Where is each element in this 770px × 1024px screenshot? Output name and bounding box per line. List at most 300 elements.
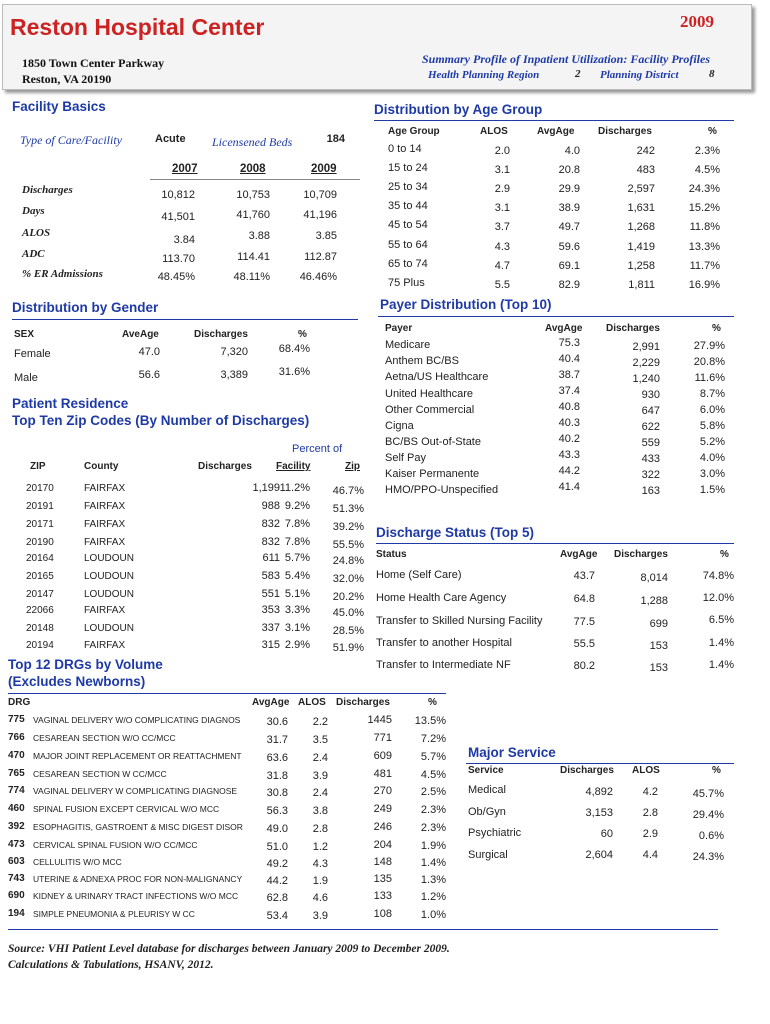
service-discharges: 60: [600, 828, 613, 840]
status-discharges: 1,288: [640, 595, 668, 607]
age-row-avg-age: 20.8: [558, 164, 580, 176]
age-row-alos: 2.9: [494, 183, 510, 195]
drg-alos: 2.4: [312, 787, 328, 799]
drg-description: UTERINE & ADNEXA PROC FOR NON-MALIGNANCY: [33, 874, 243, 884]
zip-row-zip-code: 20170: [26, 483, 54, 494]
zip-row-zip-pct: 46.7%: [332, 485, 364, 497]
service-alos: 4.4: [642, 849, 658, 861]
payer-name: Other Commercial: [385, 404, 475, 416]
service-discharges: 2,604: [585, 849, 613, 861]
payer-discharges: 622: [641, 421, 660, 433]
service-percent: 24.3%: [692, 851, 724, 863]
zip-row-zip-code: 20194: [26, 640, 54, 651]
health-region-label: Health Planning Region: [428, 69, 540, 81]
service-alos: 2.8: [642, 807, 658, 819]
age-row-discharges: 1,811: [628, 279, 655, 291]
age-row-percent: 11.8%: [689, 221, 720, 233]
age-row-percent: 15.2%: [688, 202, 720, 214]
status-percent: 1.4%: [708, 637, 734, 649]
gender-discharges: 7,320: [220, 346, 248, 358]
drg-header: DRG: [8, 697, 31, 708]
status-discharges: 153: [649, 640, 668, 652]
age-row-age-group: 15 to 24: [388, 162, 428, 174]
drg-code: 774: [8, 785, 25, 796]
address-line-1: 1850 Town Center Parkway: [22, 56, 165, 70]
payer-percent: 3.0%: [699, 468, 725, 480]
payer-avg-age: 40.2: [558, 433, 580, 445]
hospital-title: Reston Hospital Center: [10, 14, 265, 40]
drg-alos: 1.2: [312, 841, 328, 853]
source-line-1: Source: VHI Patient Level database for discharges between January 2009 to December 2009.: [8, 943, 450, 955]
status-header: Status: [376, 549, 407, 560]
age-row-age-group: 25 to 34: [388, 181, 428, 193]
age-row-percent: 11.7%: [689, 260, 720, 272]
service-discharges: 4,892: [585, 786, 613, 798]
zip-row-county: FAIRFAX: [84, 640, 126, 651]
days-2008: 41,760: [236, 209, 270, 221]
drg-alos: 3.9: [312, 910, 328, 922]
zip-row-zip-code: 20190: [26, 537, 54, 548]
drg-description: SIMPLE PNEUMONIA & PLEURISY W CC: [33, 909, 195, 919]
drg-code: 690: [8, 890, 25, 901]
drg-code: 765: [8, 768, 25, 779]
status-percent: 74.8%: [702, 570, 734, 582]
payer-percent: 20.8%: [693, 356, 725, 368]
address-line-2: Reston, VA 20190: [22, 72, 112, 86]
drg-avg-age: 62.8: [266, 892, 288, 904]
payer-avg-age: 40.4: [558, 353, 580, 365]
zip-row-discharges: 315: [261, 639, 280, 651]
residence-heading: Patient Residence: [12, 396, 129, 411]
drg-avg-age: 49.0: [266, 823, 288, 835]
gender-sex: Male: [14, 372, 38, 384]
payer-discharges-header: Discharges: [606, 323, 660, 334]
drg-description: MAJOR JOINT REPLACEMENT OR REATTACHMENT: [33, 751, 242, 761]
drg-discharges: 135: [373, 873, 392, 885]
alos-2009: 3.85: [315, 230, 337, 242]
age-percent-header: %: [708, 126, 717, 137]
age-heading: Distribution by Age Group: [374, 102, 543, 117]
payer-heading: Payer Distribution (Top 10): [380, 297, 552, 312]
payer-discharges: 2,991: [632, 341, 660, 353]
payer-name: Aetna/US Healthcare: [385, 371, 489, 383]
drg-code: 392: [8, 821, 25, 832]
zip-row-facility-pct: 9.2%: [284, 500, 310, 512]
drg-alos: 4.6: [312, 892, 328, 904]
drg-description: CESAREAN SECTION W/O CC/MCC: [33, 733, 176, 743]
days-label: Days: [22, 205, 45, 217]
payer-percent: 8.7%: [699, 388, 725, 400]
drg-alos: 3.5: [312, 734, 328, 746]
gender-discharges-header: Discharges: [194, 329, 248, 340]
payer-name: Cigna: [385, 420, 414, 432]
payer-discharges: 322: [641, 469, 660, 481]
year-2008-header: 2008: [240, 163, 266, 175]
zip-row-zip-code: 20171: [26, 519, 54, 530]
payer-discharges: 2,229: [632, 357, 660, 369]
payer-discharges: 1,240: [632, 373, 660, 385]
zip-row-county: LOUDOUN: [84, 553, 135, 564]
service-alos-header: ALOS: [632, 765, 660, 776]
drg-avgage-header: AvgAge: [252, 697, 290, 708]
discharges-2007: 10,812: [161, 189, 195, 201]
zip-row-facility-pct: 3.3%: [284, 604, 310, 616]
drg-code: 603: [8, 856, 25, 867]
age-row-avg-age: 29.9: [558, 183, 580, 195]
payer-header: Payer: [385, 323, 413, 334]
drg-percent: 4.5%: [420, 769, 446, 781]
zip-discharges-header: Discharges: [198, 461, 252, 472]
sex-header: SEX: [14, 329, 35, 340]
drg-avg-age: 31.8: [266, 770, 288, 782]
drg-code: 194: [8, 908, 25, 919]
drg-discharges: 249: [373, 803, 392, 815]
drg-description: CERVICAL SPINAL FUSION W/O CC/MCC: [33, 840, 198, 850]
zip-row-discharges: 1,199: [252, 482, 280, 494]
age-row-avg-age: 59.6: [558, 241, 580, 253]
payer-name: BC/BS Out-of-State: [385, 436, 481, 448]
service-percent: 0.6%: [698, 830, 724, 842]
age-row-percent: 13.3%: [688, 241, 720, 253]
age-row-avg-age: 38.9: [558, 202, 580, 214]
zip-row-zip-pct: 32.0%: [332, 573, 364, 585]
status-percent-header: %: [720, 549, 729, 560]
drg-description: SPINAL FUSION EXCEPT CERVICAL W/O MCC: [33, 804, 220, 814]
payer-percent: 11.6%: [694, 372, 725, 384]
drg-code: 470: [8, 750, 25, 761]
type-of-care-label: Type of Care/Facility: [20, 133, 122, 147]
status-percent: 6.5%: [708, 614, 734, 626]
days-2009: 41,196: [303, 209, 337, 221]
alos-2007: 3.84: [173, 234, 195, 246]
discharges-label: Discharges: [22, 184, 73, 196]
drg-code: 743: [8, 873, 25, 884]
payer-percent: 5.8%: [699, 420, 725, 432]
status-avgage-header: AvgAge: [560, 549, 598, 560]
zip-row-discharges: 988: [261, 500, 280, 512]
days-2007: 41,501: [161, 211, 195, 223]
year-2007-header: 2007: [172, 163, 198, 175]
service-alos: 2.9: [642, 828, 658, 840]
zip-percent-header: Zip: [345, 461, 360, 472]
status-name: Transfer to another Hospital: [376, 637, 512, 649]
zip-row-facility-pct: 7.8%: [284, 518, 310, 530]
zip-row-zip-pct: 55.5%: [332, 539, 364, 551]
drg-percent: 1.9%: [420, 840, 446, 852]
drg-description: VAGINAL DELIVERY W/O COMPLICATING DIAGNOS: [33, 715, 241, 725]
drg-percent: 2.5%: [420, 786, 446, 798]
facility-basics-heading: Facility Basics: [12, 99, 106, 114]
adc-2009: 112.87: [304, 251, 337, 263]
type-of-care-value: Acute: [155, 133, 186, 145]
drg-percent: 13.5%: [414, 715, 446, 727]
zip-row-zip-pct: 28.5%: [332, 625, 364, 637]
age-group-header: Age Group: [388, 126, 440, 137]
drg-percent: 1.2%: [420, 891, 446, 903]
service-name: Psychiatric: [468, 827, 522, 839]
zip-row-zip-pct: 45.0%: [332, 607, 364, 619]
zip-header: ZIP: [30, 461, 46, 472]
year-2009-header: 2009: [311, 163, 337, 175]
payer-percent: 4.0%: [699, 452, 725, 464]
age-row-age-group: 45 to 54: [388, 219, 428, 231]
discharge-status-heading: Discharge Status (Top 5): [376, 525, 535, 540]
er-2008: 48.11%: [233, 271, 270, 283]
drg-percent-header: %: [428, 697, 437, 708]
age-row-avg-age: 4.0: [564, 145, 580, 157]
age-row-alos: 4.7: [494, 260, 510, 272]
drg-alos: 1.9: [312, 875, 328, 887]
age-row-discharges: 242: [636, 145, 655, 157]
drg-discharges: 108: [373, 908, 392, 920]
zip-row-discharges: 832: [261, 536, 280, 548]
status-avg-age: 64.8: [573, 593, 595, 605]
payer-name: United Healthcare: [385, 388, 474, 400]
gender-discharges: 3,389: [220, 369, 248, 381]
age-row-percent: 24.3%: [688, 183, 720, 195]
county-header: County: [84, 461, 119, 472]
payer-name: HMO/PPO-Unspecified: [385, 484, 499, 496]
payer-discharges: 930: [641, 389, 660, 401]
service-discharges-header: Discharges: [560, 765, 614, 776]
drg-alos: 3.9: [312, 770, 328, 782]
status-discharges: 153: [649, 662, 668, 674]
zip-row-county: FAIRFAX: [84, 605, 126, 616]
payer-avg-age: 43.3: [558, 449, 580, 461]
drg-avg-age: 53.4: [266, 910, 288, 922]
age-row-alos: 3.1: [494, 164, 510, 176]
age-row-discharges: 2,597: [627, 183, 655, 195]
drg-percent: 2.3%: [420, 822, 446, 834]
zip-row-zip-code: 20148: [26, 623, 54, 634]
status-discharges-header: Discharges: [614, 549, 668, 560]
age-row-discharges: 1,258: [627, 260, 655, 272]
service-percent: 45.7%: [692, 788, 724, 800]
service-name: Medical: [468, 784, 506, 796]
age-row-percent: 2.3%: [694, 145, 720, 157]
service-percent: 29.4%: [692, 809, 724, 821]
zip-row-county: FAIRFAX: [84, 483, 126, 494]
facility-header: Facility: [276, 461, 311, 472]
zip-row-discharges: 551: [261, 588, 280, 600]
age-row-alos: 5.5: [494, 279, 510, 291]
zip-row-county: FAIRFAX: [84, 519, 126, 530]
zip-row-discharges: 583: [261, 570, 280, 582]
payer-percent: 1.5%: [699, 484, 725, 496]
source-line-2: Calculations & Tabulations, HSANV, 2012.: [8, 959, 214, 971]
drg-code: 473: [8, 839, 25, 850]
payer-avg-age: 41.4: [558, 481, 580, 493]
zip-row-zip-pct: 39.2%: [332, 521, 364, 533]
drg-percent: 1.3%: [420, 874, 446, 886]
drg-alos: 2.2: [312, 716, 328, 728]
zip-row-facility-pct: 5.4%: [284, 570, 310, 582]
drg-discharges: 246: [373, 821, 392, 833]
zip-row-zip-pct: 20.2%: [332, 591, 364, 603]
drg-avg-age: 44.2: [266, 875, 288, 887]
status-percent: 1.4%: [708, 659, 734, 671]
aveage-header: AveAge: [122, 329, 159, 340]
age-avgage-header: AvgAge: [537, 126, 575, 137]
age-row-age-group: 55 to 64: [388, 239, 428, 251]
gender-ave-age: 47.0: [138, 346, 160, 358]
zip-row-facility-pct: 2.9%: [284, 639, 310, 651]
status-discharges: 8,014: [640, 572, 668, 584]
drg-code: 775: [8, 714, 25, 725]
status-name: Transfer to Skilled Nursing Facility: [376, 615, 543, 627]
zip-row-county: LOUDOUN: [84, 589, 135, 600]
zip-row-discharges: 832: [261, 518, 280, 530]
drg-percent: 1.4%: [420, 857, 446, 869]
drg-discharges: 148: [373, 856, 392, 868]
drg-discharges: 204: [373, 839, 392, 851]
report-year: 2009: [680, 12, 714, 31]
age-row-alos: 3.7: [494, 221, 510, 233]
status-avg-age: 55.5: [573, 638, 595, 650]
licensed-beds-label: Licensened Beds: [212, 135, 293, 149]
payer-percent: 6.0%: [699, 404, 725, 416]
health-region-value: 2: [575, 68, 581, 80]
status-name: Home Health Care Agency: [376, 592, 507, 604]
zip-row-discharges: 611: [262, 552, 280, 564]
zip-row-county: FAIRFAX: [84, 537, 126, 548]
age-row-avg-age: 49.7: [558, 221, 580, 233]
payer-name: Self Pay: [385, 452, 426, 464]
service-name: Surgical: [468, 849, 508, 861]
drg-discharges: 771: [373, 732, 392, 744]
payer-discharges: 163: [641, 485, 660, 497]
zip-row-facility-pct: 5.1%: [284, 588, 310, 600]
alos-2008: 3.88: [248, 230, 270, 242]
drg-percent: 2.3%: [420, 804, 446, 816]
drg-description: KIDNEY & URINARY TRACT INFECTIONS W/O MCC: [33, 891, 239, 901]
zip-row-zip-code: 20165: [26, 571, 54, 582]
drg-avg-age: 63.6: [266, 752, 288, 764]
payer-discharges: 647: [641, 405, 660, 417]
drg-discharges: 133: [373, 890, 392, 902]
drg-alos: 4.3: [312, 858, 328, 870]
zip-row-county: LOUDOUN: [84, 623, 135, 634]
service-header: Service: [468, 765, 504, 776]
age-row-discharges: 483: [636, 164, 655, 176]
service-name: Ob/Gyn: [468, 806, 506, 818]
drg-avg-age: 51.0: [266, 841, 288, 853]
adc-label: ADC: [22, 248, 45, 260]
age-row-discharges: 1,268: [627, 221, 655, 233]
drg-percent: 7.2%: [420, 733, 446, 745]
adc-2008: 114.41: [237, 251, 270, 263]
drg-percent: 1.0%: [420, 909, 446, 921]
payer-percent-header: %: [712, 323, 721, 334]
age-row-avg-age: 69.1: [558, 260, 580, 272]
alos-label: ALOS: [22, 227, 51, 239]
drg-alos: 2.4: [312, 752, 328, 764]
zip-row-county: FAIRFAX: [84, 501, 126, 512]
drg-discharges: 270: [373, 785, 392, 797]
age-row-percent: 4.5%: [694, 164, 720, 176]
age-discharges-header: Discharges: [598, 126, 652, 137]
status-avg-age: 77.5: [573, 616, 595, 628]
service-alos: 4.2: [642, 786, 658, 798]
drg-avg-age: 31.7: [266, 734, 288, 746]
payer-avg-age: 40.8: [558, 401, 580, 413]
drg-discharges-header: Discharges: [336, 697, 390, 708]
drg-discharges: 609: [373, 750, 392, 762]
drg-description: CESAREAN SECTION W CC/MCC: [33, 769, 167, 779]
age-row-avg-age: 82.9: [558, 279, 580, 291]
licensed-beds-value: 184: [326, 133, 345, 145]
status-discharges: 699: [649, 618, 668, 630]
drg-alos: 3.8: [312, 805, 328, 817]
zip-row-facility-pct: 11.2%: [279, 482, 310, 494]
zip-row-zip-pct: 51.9%: [332, 642, 364, 654]
drg-discharges: 481: [373, 768, 392, 780]
payer-avg-age: 38.7: [558, 369, 580, 381]
gender-heading: Distribution by Gender: [12, 300, 159, 315]
er-2009: 46.46%: [299, 271, 337, 283]
zip-row-facility-pct: 3.1%: [284, 622, 310, 634]
zip-row-zip-code: 20147: [26, 589, 54, 600]
payer-discharges: 433: [641, 453, 660, 465]
payer-name: Medicare: [385, 339, 431, 351]
status-name: Transfer to Intermediate NF: [376, 659, 511, 671]
zip-row-discharges: 337: [261, 622, 280, 634]
drg-description: VAGINAL DELIVERY W COMPLICATING DIAGNOSE: [33, 786, 238, 796]
age-row-age-group: 75 Plus: [388, 277, 425, 289]
summary-title: Summary Profile of Inpatient Utilization: Facility Profiles: [422, 52, 711, 66]
drg-code: 766: [8, 732, 25, 743]
payer-name: Anthem BC/BS: [385, 355, 459, 367]
zip-row-zip-pct: 51.3%: [332, 503, 364, 515]
major-service-heading: Major Service: [468, 745, 556, 760]
age-alos-header: ALOS: [480, 126, 508, 137]
service-discharges: 3,153: [585, 807, 613, 819]
adc-2007: 113.70: [162, 253, 195, 265]
drg-avg-age: 49.2: [266, 858, 288, 870]
zip-heading: Top Ten Zip Codes (By Number of Discharges): [12, 413, 310, 428]
payer-percent: 5.2%: [699, 436, 725, 448]
payer-name: Kaiser Permanente: [385, 468, 480, 480]
age-row-age-group: 35 to 44: [388, 200, 428, 212]
er-admissions-label: % ER Admissions: [22, 268, 103, 280]
zip-row-county: LOUDOUN: [84, 571, 135, 582]
payer-percent: 27.9%: [693, 340, 725, 352]
age-row-alos: 2.0: [494, 145, 510, 157]
status-avg-age: 80.2: [573, 660, 595, 672]
gender-sex: Female: [14, 348, 51, 360]
district-label: Planning District: [600, 69, 679, 81]
status-name: Home (Self Care): [376, 569, 462, 581]
zip-row-zip-code: 20164: [26, 553, 54, 564]
drg-avg-age: 56.3: [266, 805, 288, 817]
zip-row-zip-pct: 24.8%: [332, 555, 364, 567]
drg-code: 460: [8, 803, 25, 814]
zip-row-discharges: 353: [261, 604, 280, 616]
service-percent-header: %: [712, 765, 721, 776]
zip-row-zip-code: 20191: [26, 501, 54, 512]
zip-row-zip-code: 22066: [26, 605, 54, 616]
drg-discharges: 1445: [367, 714, 392, 726]
discharges-2008: 10,753: [236, 189, 270, 201]
age-row-alos: 4.3: [494, 241, 510, 253]
age-row-percent: 16.9%: [688, 279, 720, 291]
zip-row-facility-pct: 5.7%: [284, 552, 310, 564]
discharges-2009: 10,709: [303, 189, 337, 201]
gender-percent: 68.4%: [278, 343, 310, 355]
drg-description: CELLULITIS W/O MCC: [33, 857, 122, 867]
gender-percent-header: %: [298, 329, 307, 340]
er-2007: 48.45%: [157, 271, 195, 283]
